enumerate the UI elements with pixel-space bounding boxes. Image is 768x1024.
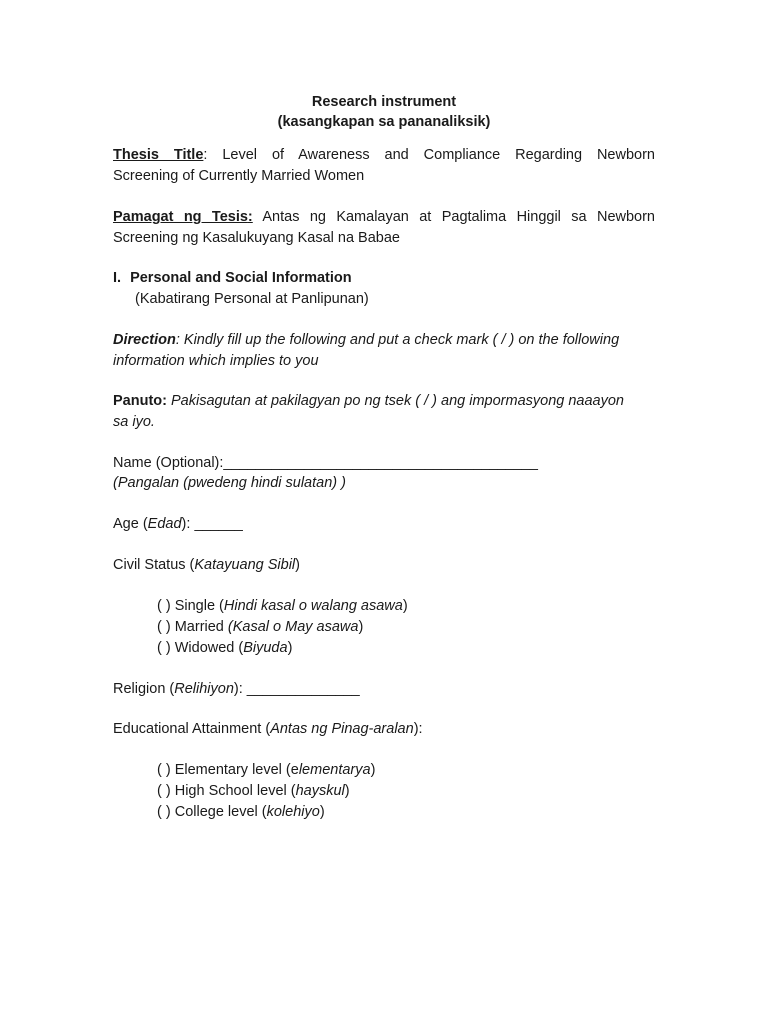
- option-close: ): [370, 762, 376, 778]
- panuto-label: Panuto:: [113, 393, 167, 409]
- religion-label-post: ):: [233, 681, 247, 697]
- option-text: Widowed (: [170, 640, 244, 656]
- civil-option-married[interactable]: [157, 617, 699, 638]
- document-title: [0, 92, 768, 132]
- checkbox[interactable]: ( ): [157, 783, 171, 799]
- option-translation: (Kasal o May asawa: [227, 619, 359, 635]
- option-text: Single (: [170, 598, 224, 614]
- checkbox[interactable]: ( ): [157, 619, 171, 635]
- name-label: Name (Optional):: [113, 455, 224, 471]
- checkbox[interactable]: ( ): [157, 598, 171, 614]
- age-label-post: ):: [181, 516, 195, 532]
- subtitle-line: (kasangkapan sa pananaliksik): [277, 114, 491, 130]
- name-field[interactable]: [113, 453, 655, 474]
- direction-text1: : Kindly fill up the following and put a check mark ( / ) on the following: [175, 332, 620, 348]
- civil-status-post: ): [295, 557, 300, 573]
- pamagat-label: Pamagat ng Tesis: [113, 209, 248, 225]
- education-option-college[interactable]: [157, 802, 699, 823]
- civil-status-label: [113, 555, 655, 576]
- checkbox[interactable]: ( ): [157, 762, 171, 778]
- panuto-line1: [113, 391, 655, 412]
- option-close: ): [319, 804, 325, 820]
- option-close: ): [358, 619, 364, 635]
- name-blank[interactable]: _______________________________________: [223, 455, 538, 471]
- name-translation: (Pangalan (pwedeng hindi sulatan) ): [113, 475, 346, 491]
- religion-field[interactable]: [113, 679, 655, 700]
- age-label-tl: Edad: [147, 516, 182, 532]
- thesis-title-line2: Screening of Currently Married Women: [113, 168, 365, 184]
- option-translation: hayskul: [295, 783, 345, 799]
- direction-line1: [113, 330, 655, 351]
- civil-option-single[interactable]: [157, 596, 699, 617]
- direction-label: Direction: [113, 332, 176, 348]
- title-line: Research instrument: [311, 94, 457, 110]
- age-blank[interactable]: ______: [194, 516, 243, 532]
- direction-line2: information which implies to you: [113, 353, 319, 369]
- religion-label-pre: Religion (: [113, 681, 175, 697]
- option-close: ): [402, 598, 408, 614]
- education-post: ):: [413, 721, 423, 737]
- education-tl: Antas ng Pinag-aralan: [270, 721, 414, 737]
- option-close: ): [344, 783, 350, 799]
- religion-label-tl: Relihiyon: [174, 681, 234, 697]
- education-pre: Educational Attainment (: [113, 721, 271, 737]
- pamagat-sep: :: [247, 209, 253, 225]
- option-close: ): [287, 640, 293, 656]
- thesis-title-line1: [113, 145, 655, 166]
- panuto-text1: Pakisagutan at pakilagyan po ng tsek ( / ) ang impormasyong naaayon: [166, 393, 624, 409]
- checkbox[interactable]: ( ): [157, 804, 171, 820]
- pamagat-line2: Screening ng Kasalukuyang Kasal na Babae: [113, 230, 400, 246]
- option-text: College level (: [170, 804, 267, 820]
- thesis-title-sep: :: [203, 147, 208, 163]
- thesis-title-label: Thesis Title: [113, 147, 204, 163]
- section-number: I.: [113, 270, 122, 286]
- option-text: Elementary level (e: [170, 762, 299, 778]
- age-label-pre: Age (: [113, 516, 148, 532]
- education-option-elementary[interactable]: [157, 760, 699, 781]
- section-title: Personal and Social Information: [130, 270, 352, 286]
- thesis-title-text1: Level of Awareness and Compliance Regarding Newborn: [222, 147, 655, 163]
- education-label: [113, 719, 655, 740]
- education-option-highschool[interactable]: [157, 781, 699, 802]
- age-field[interactable]: [113, 514, 655, 535]
- checkbox[interactable]: ( ): [157, 640, 171, 656]
- pamagat-line1: [113, 207, 655, 228]
- section-subheading: (Kabatirang Personal at Panlipunan): [135, 291, 369, 307]
- religion-blank[interactable]: ______________: [246, 681, 360, 697]
- section-heading: [113, 268, 655, 289]
- civil-status-tl: Katayuang Sibil: [194, 557, 296, 573]
- panuto-line2: sa iyo.: [113, 414, 155, 430]
- option-translation: Hindi kasal o walang asawa: [223, 598, 403, 614]
- option-translation: lementarya: [298, 762, 371, 778]
- option-text: Married: [170, 619, 228, 635]
- option-translation: Biyuda: [243, 640, 288, 656]
- option-translation: kolehiyo: [266, 804, 320, 820]
- option-text: High School level (: [170, 783, 296, 799]
- civil-status-pre: Civil Status (: [113, 557, 195, 573]
- civil-option-widowed[interactable]: [157, 638, 699, 659]
- pamagat-text1: Antas ng Kamalayan at Pagtalima Hinggil sa Newborn: [262, 209, 656, 225]
